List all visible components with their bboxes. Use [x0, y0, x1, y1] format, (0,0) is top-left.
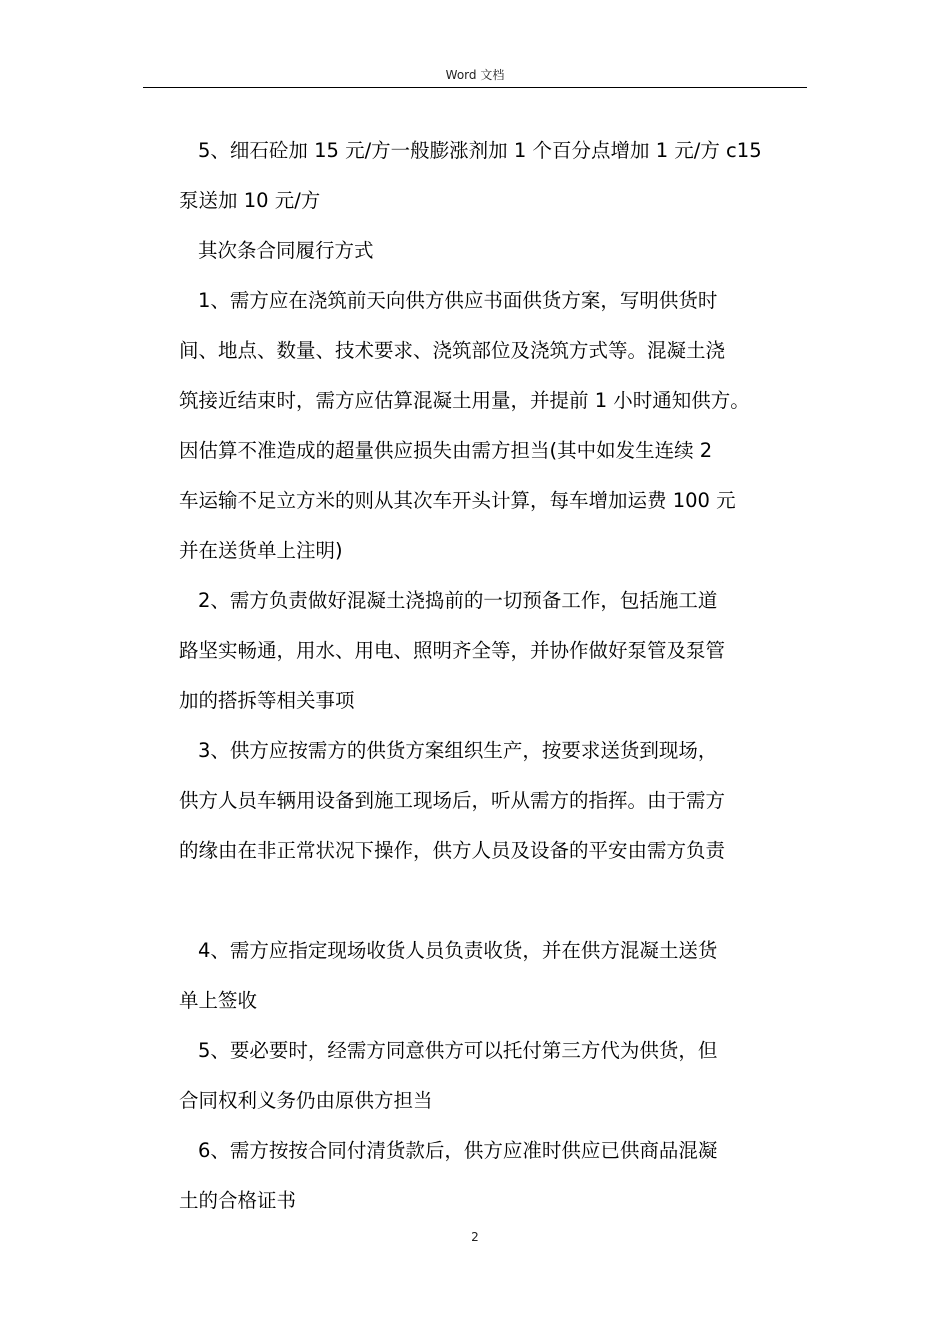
body-line: 因估算不准造成的超量供应损失由需方担当(其中如发生连续 2 — [179, 439, 713, 462]
body-line: 2、需方负责做好混凝土浇捣前的一切预备工作，包括施工道 — [198, 589, 718, 612]
body-line: 筑接近结束时，需方应估算混凝土用量，并提前 1 小时通知供方。 — [179, 389, 750, 412]
body-line: 供方人员车辆用设备到施工现场后，听从需方的指挥。由于需方 — [179, 789, 726, 812]
page-number: 2 — [471, 1230, 479, 1244]
page-header: Word 文档 — [445, 68, 505, 82]
body-line: 路坚实畅通，用水、用电、照明齐全等，并协作做好泵管及泵管 — [179, 639, 726, 662]
body-line: 1、需方应在浇筑前天向供方供应书面供货方案，写明供货时 — [198, 289, 718, 312]
body-line: 车运输不足立方米的则从其次车开头计算，每车增加运费 100 元 — [179, 489, 736, 512]
body-line: 3、供方应按需方的供货方案组织生产，按要求送货到现场， — [198, 739, 718, 762]
body-line: 泵送加 10 元/方 — [179, 189, 321, 212]
body-line: 4、需方应指定现场收货人员负责收货，并在供方混凝土送货 — [198, 939, 718, 962]
blank-line — [179, 876, 809, 926]
section-heading: 其次条合同履行方式 — [198, 239, 374, 262]
body-line: 5、细石砼加 15 元/方一般膨涨剂加 1 个百分点增加 1 元/方 c15 — [198, 139, 762, 162]
body-line: 间、地点、数量、技术要求、浇筑部位及浇筑方式等。混凝土浇 — [179, 339, 726, 362]
body-line: 6、需方按按合同付清货款后，供方应准时供应已供商品混凝 — [198, 1139, 718, 1162]
body-line: 单上签收 — [179, 989, 258, 1012]
body-line: 的缘由在非正常状况下操作，供方人员及设备的平安由需方负责 — [179, 839, 726, 862]
body-line: 加的搭拆等相关事项 — [179, 689, 355, 712]
header-divider — [143, 87, 807, 88]
document-body — [179, 126, 809, 1226]
body-line: 5、要必要时，经需方同意供方可以托付第三方代为供货，但 — [198, 1039, 718, 1062]
body-line: 土的合格证书 — [179, 1189, 297, 1212]
body-line: 合同权利义务仍由原供方担当 — [179, 1089, 433, 1112]
body-line: 并在送货单上注明) — [179, 539, 343, 562]
